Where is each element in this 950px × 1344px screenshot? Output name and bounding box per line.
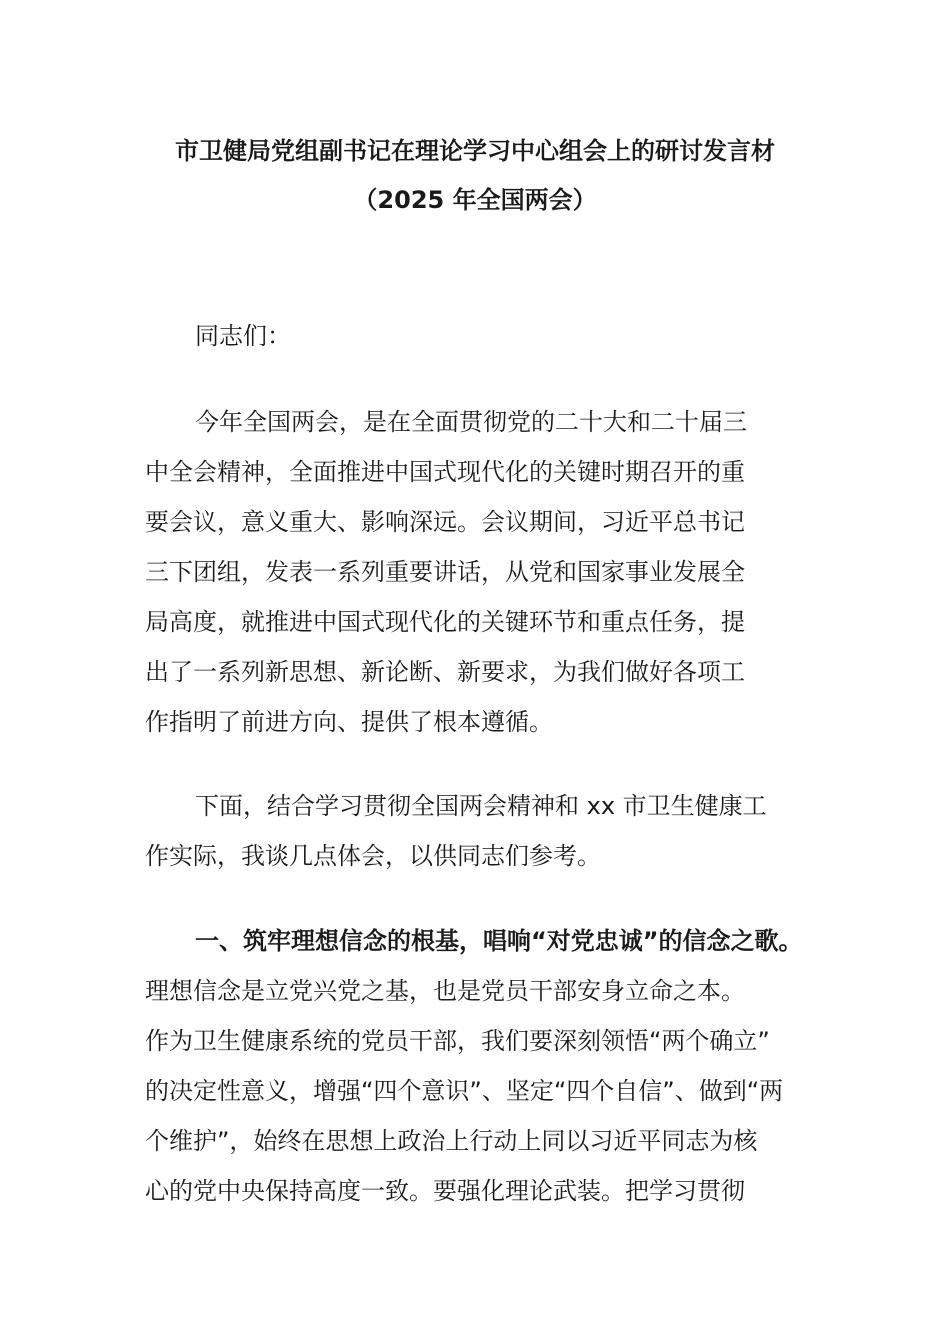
paragraph-line: 下面，结合学习贯彻全国两会精神和 xx 市卫生健康工 (195, 792, 767, 820)
paragraph-line: 中全会精神，全面推进中国式现代化的关键时期召开的重 (145, 458, 745, 486)
paragraph-line: 出了一系列新思想、新论断、新要求，为我们做好各项工 (145, 658, 745, 686)
paragraph-line: 个维护”，始终在思想上政治上行动上同以习近平同志为核 (145, 1127, 758, 1155)
paragraph-line: 作指明了前进方向、提供了根本遵循。 (145, 708, 553, 736)
paragraph-line: 作为卫生健康系统的党员干部，我们要深刻领悟“两个确立” (145, 1027, 770, 1055)
document-subtitle: （2025 年全国两会） (353, 186, 597, 214)
greeting (145, 311, 825, 361)
document-title: 市卫健局党组副书记在理论学习中心组会上的研讨发言材 (175, 137, 775, 165)
paragraph-line: 的决定性意义，增强“四个意识”、坚定“四个自信”、做到“两 (145, 1077, 784, 1105)
paragraph-line: 局高度，就推进中国式现代化的关键环节和重点任务，提 (145, 608, 745, 636)
paragraph-line: 理想信念是立党兴党之基，也是党员干部安身立命之本。 (145, 977, 745, 1005)
section-1 (145, 916, 825, 1216)
paragraph-line: 今年全国两会，是在全面贯彻党的二十大和二十届三 (195, 408, 747, 436)
paragraph-line: 作实际，我谈几点体会，以供同志们参考。 (145, 842, 601, 870)
paragraph-line: 三下团组，发表一系列重要讲话，从党和国家事业发展全 (145, 558, 745, 586)
section-heading: 一、筑牢理想信念的根基，唱响“对党忠诚”的信念之歌。 (195, 927, 803, 955)
greeting-text: 同志们： (195, 322, 291, 350)
paragraph-line: 要会议，意义重大、影响深远。会议期间，习近平总书记 (145, 508, 745, 536)
paragraph-line: 心的党中央保持高度一致。要强化理论武装。把学习贯彻 (145, 1177, 745, 1205)
paragraph-overview (145, 781, 825, 881)
paragraph-intro (145, 397, 825, 747)
